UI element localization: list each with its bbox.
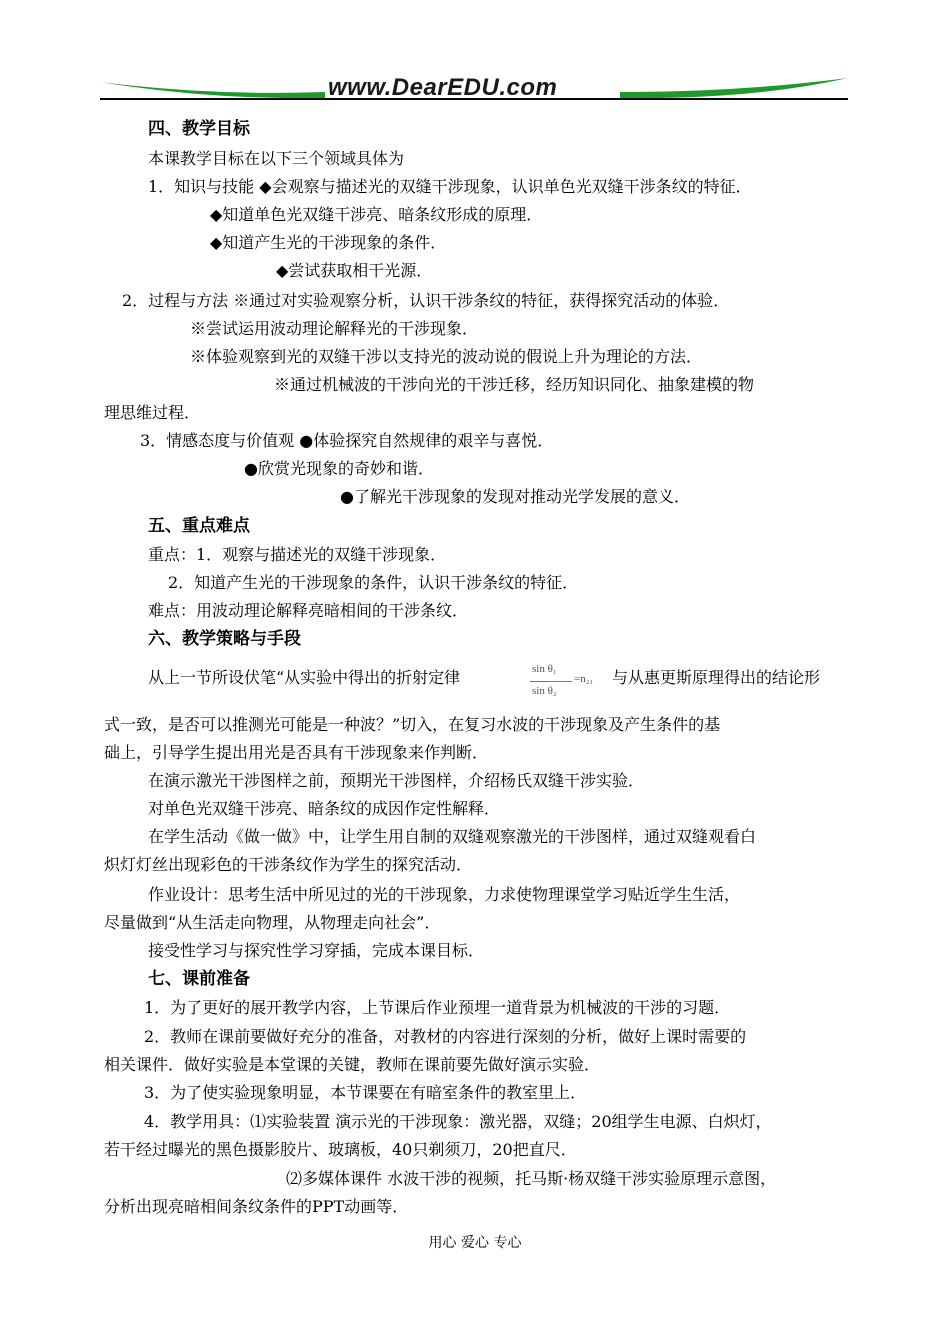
formula-denominator: sin θ₂ [532, 685, 557, 697]
s4-item-2e: 理思维过程． [104, 403, 201, 422]
s4-intro: 本课教学目标在以下三个领域具体为 [148, 149, 405, 168]
section-6-title: 六、教学策略与手段 [148, 629, 301, 649]
site-header [100, 70, 850, 110]
s4-item-2d: ※通过机械波的干涉向光的干涉迁移，经历知识同化、抽象建模的物 [274, 375, 755, 394]
s6-p3: 对单色光双缝干涉亮、暗条纹的成因作定性解释． [148, 799, 501, 818]
s4-item-1b: ◆知道单色光双缝干涉亮、暗条纹形成的原理． [210, 205, 543, 224]
page-footer: 用心 爱心 专心 [428, 1235, 522, 1251]
s6-p1b: 与从惠更斯原理得出的结论形 [612, 668, 821, 687]
s6-p4a: 在学生活动《做一做》中，让学生用自制的双缝观察激光的干涉图样，通过双缝观看白 [148, 827, 757, 846]
section-5-title: 五、重点难点 [148, 516, 250, 536]
s4-item-2: 2．过程与方法 ※通过对实验观察分析，认识干涉条纹的特征，获得探究活动的体验． [122, 291, 730, 310]
s7-item-4a: 4．教学用具：⑴实验装置 演示光的干涉现象：激光器，双缝；20组学生电源、白炽灯， [144, 1112, 772, 1131]
s7-item-4c: ⑵多媒体课件 水波干涉的视频，托马斯·杨双缝干涉实验原理示意图， [286, 1169, 777, 1188]
s4-item-2b: ※尝试运用波动理论解释光的干涉现象． [190, 319, 479, 338]
formula-bar [530, 681, 572, 682]
s7-item-3: 3．为了使实验现象明显，本节课要在有暗室条件的教室里上． [144, 1083, 587, 1102]
s4-item-1c: ◆知道产生光的干涉现象的条件． [210, 233, 447, 252]
section-4-title: 四、教学目标 [148, 119, 250, 139]
s7-item-2b: 相关课件．做好实验是本堂课的关键，教师在课前要先做好演示实验． [104, 1055, 601, 1074]
s5-item-3: 难点：用波动理论解释亮暗相间的干涉条纹． [148, 601, 469, 620]
s5-item-2: 2．知道产生光的干涉现象的条件，认识干涉条纹的特征． [168, 573, 579, 592]
s6-p1d: 础上，引导学生提出用光是否具有干涉现象来作判断． [104, 743, 489, 762]
formula-rhs: =n₂₁ [574, 673, 594, 685]
formula-numerator: sin θ₁ [532, 663, 557, 675]
refraction-formula [530, 663, 610, 703]
site-logo[interactable]: www.DearEDU.com [328, 74, 558, 101]
s6-p2: 在演示激光干涉图样之前，预期光干涉图样，介绍杨氏双缝干涉实验． [148, 771, 645, 790]
s4-item-3c: ●了解光干涉现象的发现对推动光学发展的意义． [340, 487, 690, 506]
s6-p1c: 式一致，是否可以推测光可能是一种波？”切入，在复习水波的干涉现象及产生条件的基 [104, 715, 721, 734]
s6-p6: 接受性学习与探究性学习穿插，完成本课目标． [148, 941, 485, 960]
s6-p4b: 炽灯灯丝出现彩色的干涉条纹作为学生的探究活动． [104, 855, 473, 874]
s7-item-1: 1．为了更好的展开教学内容，上节课后作业预埋一道背景为机械波的干涉的习题． [144, 998, 731, 1017]
s4-item-2c: ※体验观察到光的双缝干涉以支持光的波动说的假说上升为理论的方法． [190, 347, 703, 366]
s4-item-1d: ◆尝试获取相干光源． [276, 261, 433, 280]
s7-item-4d: 分析出现亮暗相间条纹条件的PPT动画等． [104, 1197, 409, 1216]
s7-item-4b: 若干经过曝光的黑色摄影胶片、玻璃板，40只剃须刀，20把直尺． [104, 1140, 577, 1159]
s4-item-3: 3．情感态度与价值观 ●体验探究自然规律的艰辛与喜悦． [140, 431, 554, 450]
s6-p5b: 尽量做到“从生活走向物理，从物理走向社会”． [104, 913, 441, 932]
s7-item-2a: 2．教师在课前要做好充分的准备，对教材的内容进行深刻的分析，做好上课时需要的 [144, 1027, 747, 1046]
s4-item-1: 1．知识与技能 ◆会观察与描述光的双缝干涉现象，认识单色光双缝干涉条纹的特征． [148, 177, 752, 196]
section-7-title: 七、课前准备 [148, 969, 250, 989]
s6-p5a: 作业设计：思考生活中所见过的光的干涉现象，力求使物理课堂学习贴近学生生活， [148, 885, 741, 904]
s4-item-3b: ●欣赏光现象的奇妙和谐． [244, 459, 434, 478]
s5-item-1: 重点：1．观察与描述光的双缝干涉现象． [148, 545, 447, 564]
s6-p1a: 从上一节所设伏笔“从实验中得出的折射定律 [148, 668, 461, 687]
